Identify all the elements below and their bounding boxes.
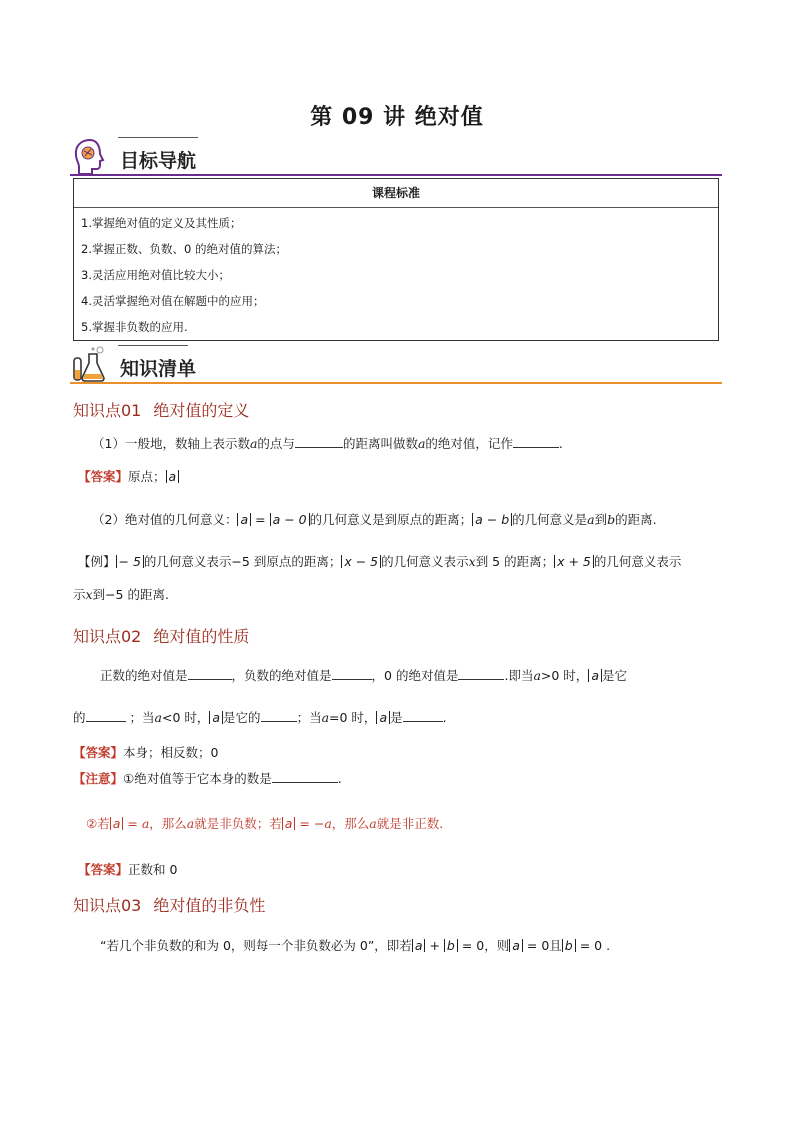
kp2-line-2: 的 ；当a<0 时， a 是它的 ；当a=0 时， a 是 .	[73, 710, 447, 725]
kp2-note-2: ②若 a = a，那么a就是非负数；若 a = −a，那么a就是非正数.	[86, 816, 444, 831]
section-header-knowledge	[70, 344, 722, 384]
page-title: 第 09 讲 绝对值	[310, 105, 484, 130]
kp1-question-2: （2）绝对值的几何意义： a = a − 0 的几何意义是到原点的距离； a − b 的几何意义是a到b的距离.	[92, 512, 657, 527]
curriculum-item: 2.掌握正数、负数、0 的绝对值的算法；	[81, 242, 287, 256]
section-header-goals	[70, 136, 722, 176]
knowledge-point-heading: 知识点03 绝对值的非负性	[73, 896, 266, 915]
flask-icon	[70, 344, 110, 384]
curriculum-item: 1.掌握绝对值的定义及其性质；	[81, 216, 242, 230]
kp2-answer-2: 【答案】正数和 0	[78, 862, 178, 877]
kp2-note: 【注意】①绝对值等于它本身的数是 .	[73, 771, 342, 786]
brain-head-icon	[70, 136, 110, 176]
kp2-line-1: 正数的绝对值是 ，负数的绝对值是 ，0 的绝对值是 .即当a>0 时， a 是它	[100, 668, 627, 683]
curriculum-header: 课程标准	[74, 179, 718, 208]
curriculum-item: 4.灵活掌握绝对值在解题中的应用；	[81, 294, 265, 308]
kp1-example-cont: 示x到−5 的距离.	[73, 587, 169, 602]
section-title: 目标导航	[120, 150, 197, 172]
kp2-answer: 【答案】本身；相反数；0	[73, 745, 219, 760]
curriculum-item: 3.灵活应用绝对值比较大小；	[81, 268, 230, 282]
curriculum-table	[73, 178, 719, 341]
kp3-line-1: “若几个非负数的和为 0，则每一个非负数必为 0”，即若 a + b = 0，则 a = 0且 b = 0 .	[100, 938, 611, 953]
kp1-answer: 【答案】原点； a	[78, 467, 179, 485]
section-title: 知识清单	[120, 358, 197, 380]
kp1-question-1: （1）一般地，数轴上表示数a的点与 的距离叫做数a的绝对值，记作 .	[92, 436, 563, 451]
knowledge-point-heading: 知识点01 绝对值的定义	[73, 401, 250, 420]
knowledge-point-heading: 知识点02 绝对值的性质	[73, 627, 250, 646]
kp1-example: 【例】 − 5 的几何意义表示−5 到原点的距离； x − 5 的几何意义表示x到 5 的距离； x + 5 的几何意义表示	[78, 554, 682, 569]
curriculum-item: 5.掌握非负数的应用.	[81, 320, 188, 334]
